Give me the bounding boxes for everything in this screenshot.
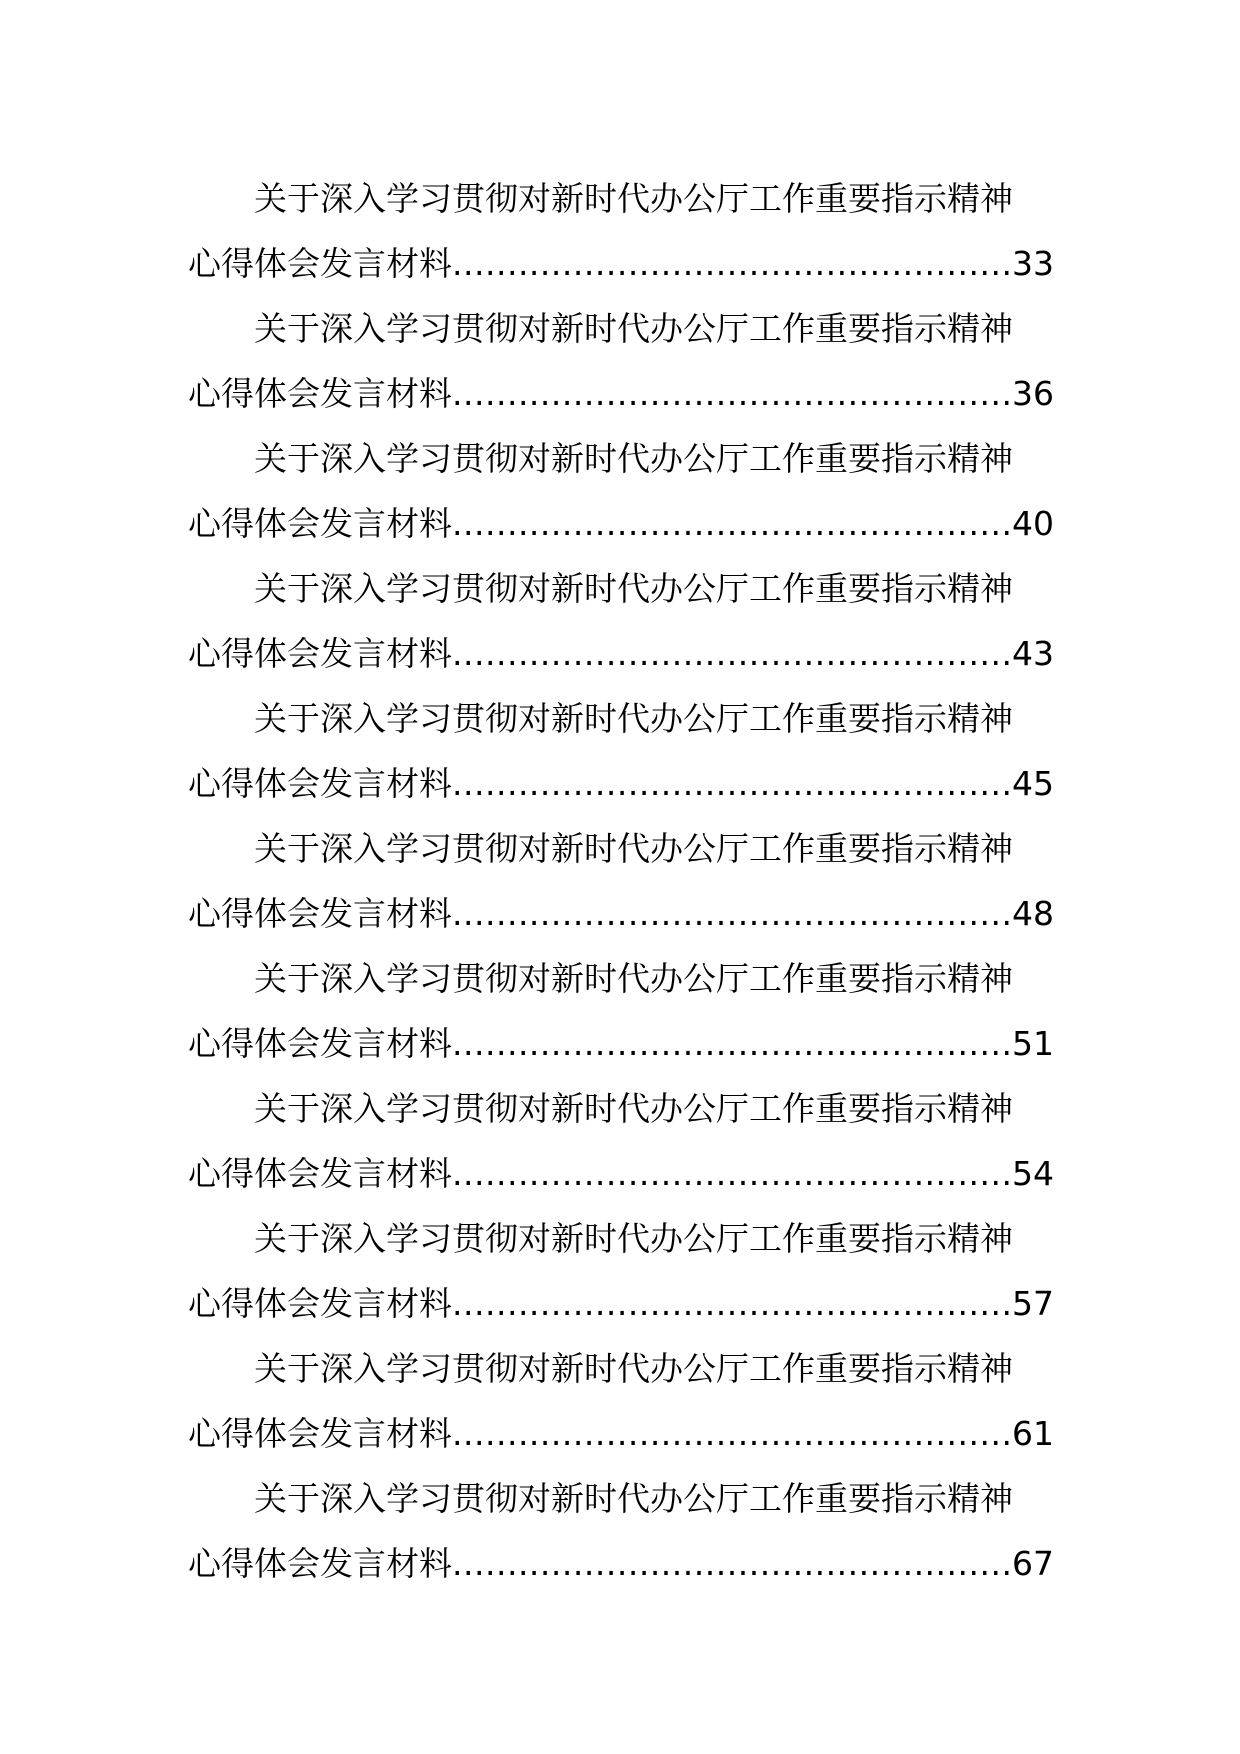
- toc-page-number: 57: [1012, 1284, 1054, 1323]
- toc-entry-title: 关于深入学习贯彻对新时代办公厅工作重要指示精神: [254, 1219, 1013, 1258]
- toc-entry-title-continued: 心得体会发言材料: [188, 764, 452, 803]
- dot-leader: [452, 361, 1010, 426]
- dot-leader: [452, 881, 1010, 946]
- toc-entry[interactable]: [188, 1336, 1054, 1466]
- toc-entry-title: 关于深入学习贯彻对新时代办公厅工作重要指示精神: [254, 439, 1013, 478]
- toc-entry-title: 关于深入学习贯彻对新时代办公厅工作重要指示精神: [254, 699, 1013, 738]
- toc-entry-title-continued: 心得体会发言材料: [188, 1544, 452, 1583]
- toc-entry[interactable]: [188, 816, 1054, 946]
- toc-entry-title-continued: 心得体会发言材料: [188, 244, 452, 283]
- toc-entry[interactable]: [188, 1466, 1054, 1596]
- toc-page-number: 40: [1012, 504, 1054, 543]
- toc-entry-title-continued: 心得体会发言材料: [188, 1154, 452, 1193]
- toc-entry-title-continued: 心得体会发言材料: [188, 374, 452, 413]
- toc-entry-title: 关于深入学习贯彻对新时代办公厅工作重要指示精神: [254, 959, 1013, 998]
- toc-page-number: 33: [1012, 244, 1054, 283]
- toc-page-number: 51: [1012, 1024, 1054, 1063]
- toc-entry-title-continued: 心得体会发言材料: [188, 634, 452, 673]
- toc-entry[interactable]: [188, 686, 1054, 816]
- toc-entry[interactable]: [188, 1206, 1054, 1336]
- toc-entry[interactable]: [188, 296, 1054, 426]
- dot-leader: [452, 751, 1010, 816]
- dot-leader: [452, 1531, 1010, 1596]
- toc-entry-title-continued: 心得体会发言材料: [188, 894, 452, 933]
- dot-leader: [452, 1271, 1010, 1336]
- toc-entry-title-continued: 心得体会发言材料: [188, 1024, 452, 1063]
- toc-entry-title: 关于深入学习贯彻对新时代办公厅工作重要指示精神: [254, 1089, 1013, 1128]
- toc-entry-title: 关于深入学习贯彻对新时代办公厅工作重要指示精神: [254, 569, 1013, 608]
- toc-page-number: 48: [1012, 894, 1054, 933]
- toc-entry-title: 关于深入学习贯彻对新时代办公厅工作重要指示精神: [254, 829, 1013, 868]
- toc-entry-title: 关于深入学习贯彻对新时代办公厅工作重要指示精神: [254, 179, 1013, 218]
- toc-entry-title-continued: 心得体会发言材料: [188, 1284, 452, 1323]
- toc-entry-title: 关于深入学习贯彻对新时代办公厅工作重要指示精神: [254, 1349, 1013, 1388]
- dot-leader: [452, 1141, 1010, 1206]
- toc-page-number: 61: [1012, 1414, 1054, 1453]
- toc-entry-title-continued: 心得体会发言材料: [188, 504, 452, 543]
- toc-entry[interactable]: [188, 426, 1054, 556]
- toc-page-number: 67: [1012, 1544, 1054, 1583]
- toc-entry[interactable]: [188, 946, 1054, 1076]
- toc-entry[interactable]: [188, 166, 1054, 296]
- toc-page-number: 54: [1012, 1154, 1054, 1193]
- table-of-contents: [188, 166, 1054, 1596]
- toc-entry-title: 关于深入学习贯彻对新时代办公厅工作重要指示精神: [254, 309, 1013, 348]
- toc-entry-title-continued: 心得体会发言材料: [188, 1414, 452, 1453]
- toc-page-number: 43: [1012, 634, 1054, 673]
- toc-page-number: 45: [1012, 764, 1054, 803]
- toc-page-number: 36: [1012, 374, 1054, 413]
- dot-leader: [452, 231, 1010, 296]
- dot-leader: [452, 621, 1010, 686]
- dot-leader: [452, 1011, 1010, 1076]
- toc-entry[interactable]: [188, 556, 1054, 686]
- dot-leader: [452, 1401, 1010, 1466]
- dot-leader: [452, 491, 1010, 556]
- toc-entry[interactable]: [188, 1076, 1054, 1206]
- toc-entry-title: 关于深入学习贯彻对新时代办公厅工作重要指示精神: [254, 1479, 1013, 1518]
